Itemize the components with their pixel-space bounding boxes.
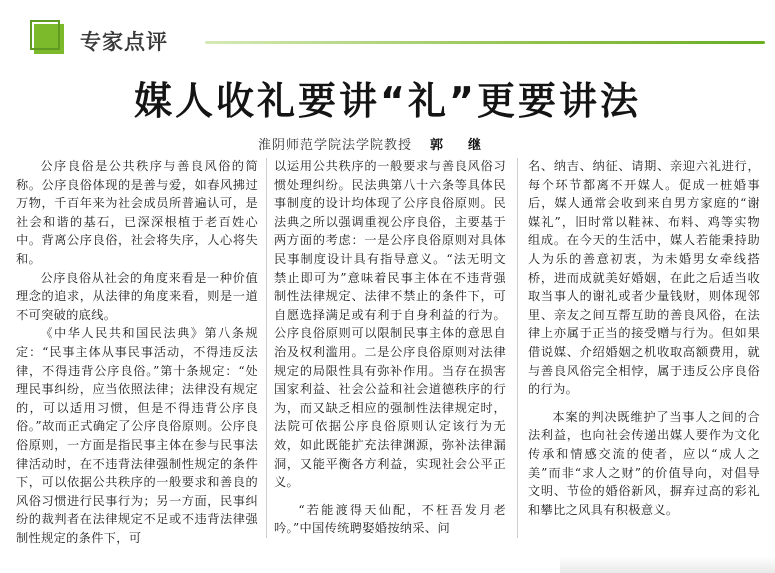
author-name: 郭 继 bbox=[430, 138, 488, 153]
paragraph: 名、纳吉、纳征、请期、亲迎六礼进行，每个环节都离不开媒人。促成一桩婚事后，媒人通常会收到来自男方家庭的“谢媒礼”，旧时常以鞋袜、布料、鸡等实物组成。在今天的生活中，媒人若能秉持助人为乐的善意初衷，为未婚男女牵线搭桥，进而成就美好婚姻，在此之后适当收取当事人的谢礼或者少量钱财，则体现邻里、亲友之间互帮互助的善良风俗，在法律上亦属于正当的接受赠与行为。但如果借说媒、介绍婚姻之机收取高额费用，就与善良风俗完全相悖，属于违反公序良俗的行为。 bbox=[528, 159, 760, 397]
section-square-outline-icon bbox=[30, 20, 60, 50]
paragraph: 公序良俗从社会的角度来看是一种价值理念的追求，从法律的角度来看，则是一道不可突破的底线。 bbox=[16, 270, 258, 322]
article-title: 媒人收礼要讲“礼”更要讲法 bbox=[134, 79, 641, 123]
author-affiliation: 淮阴师范学院法学院教授 bbox=[258, 138, 413, 153]
column-divider bbox=[517, 158, 518, 538]
paragraph-gap bbox=[274, 492, 506, 501]
paragraph: 《中华人民共和国民法典》第八条规定：“民事主体从事民事活动，不得违反法律，不得违背公序良俗。”第十条规定：“处理民事纠纷，应当依照法律；法律没有规定的，可以适用习惯，但是不得违背公序良俗。”故而正式确定了公序良俗原则。公序良俗原则，一方面是指民事主体在参与民事法律活动时，在不违背法律强制性规定的条件下，可以依据公共秩序的一般要求和善良的风俗习惯进行民事行为；另一方面，民事纠纷的裁判者在法律规定不足或不违背法律强制性规定的条件下，可 bbox=[16, 326, 258, 545]
paragraph: 本案的判决既维护了当事人之间的合法利益，也向社会传递出媒人要作为文化传承和情感交流的使者，应以“成人之美”而非“求人之财”的价值导向，对倡导文明、节俭的婚俗新风，摒弃过高的彩礼和攀比之风具有积极意义。 bbox=[528, 409, 760, 517]
column-divider bbox=[266, 158, 267, 538]
section-label: 专家点评 bbox=[80, 30, 168, 54]
section-header bbox=[30, 20, 775, 60]
text-column-2 bbox=[274, 157, 506, 538]
paragraph: 公序良俗是公共秩序与善良风俗的简称。公序良俗体现的是善与爱，如春风拂过万物，千百年来为社会成员所普遍认可，是社会和谐的基石，已深深根植于老百姓心中。背离公序良俗，社会将失序，人心将失和。 bbox=[16, 159, 258, 266]
paragraph: 以运用公共秩序的一般要求与善良风俗习惯处理纠纷。民法典第八十六条等具体民事制度的设计均体现了公序良俗原则。民法典之所以强调重视公序良俗，主要基于两方面的考虑：一是公序良俗原则对具体民事制度设计具有指导意义。“法无明文禁止即可为”意味着民事主体在不违背强制性法律规定、法律不禁止的条件下，可自愿选择满足或有利于自身利益的行为。公序良俗原则可以限制民事主体的意思自治及权利滥用。二是公序良俗原则对法律规定的局限性具有弥补作用。当存在损害国家利益、社会公益和社会道德秩序的行为，而又缺乏相应的强制性法律规定时，法院可依据公序良俗原则认定该行为无效，如此既能扩充法律渊源，弥补法律漏洞，又能平衡各方利益，实现社会公平正义。 bbox=[274, 159, 506, 490]
section-divider-line bbox=[205, 41, 765, 44]
paragraph-gap bbox=[528, 399, 760, 408]
byline bbox=[258, 134, 487, 153]
text-column-1 bbox=[16, 157, 258, 547]
text-column-3 bbox=[528, 157, 760, 519]
paragraph: “若能渡得天仙配，不枉吾发月老吟。”中国传统聘娶婚按纳采、问 bbox=[274, 502, 506, 536]
page-edge-shadow bbox=[560, 556, 775, 573]
